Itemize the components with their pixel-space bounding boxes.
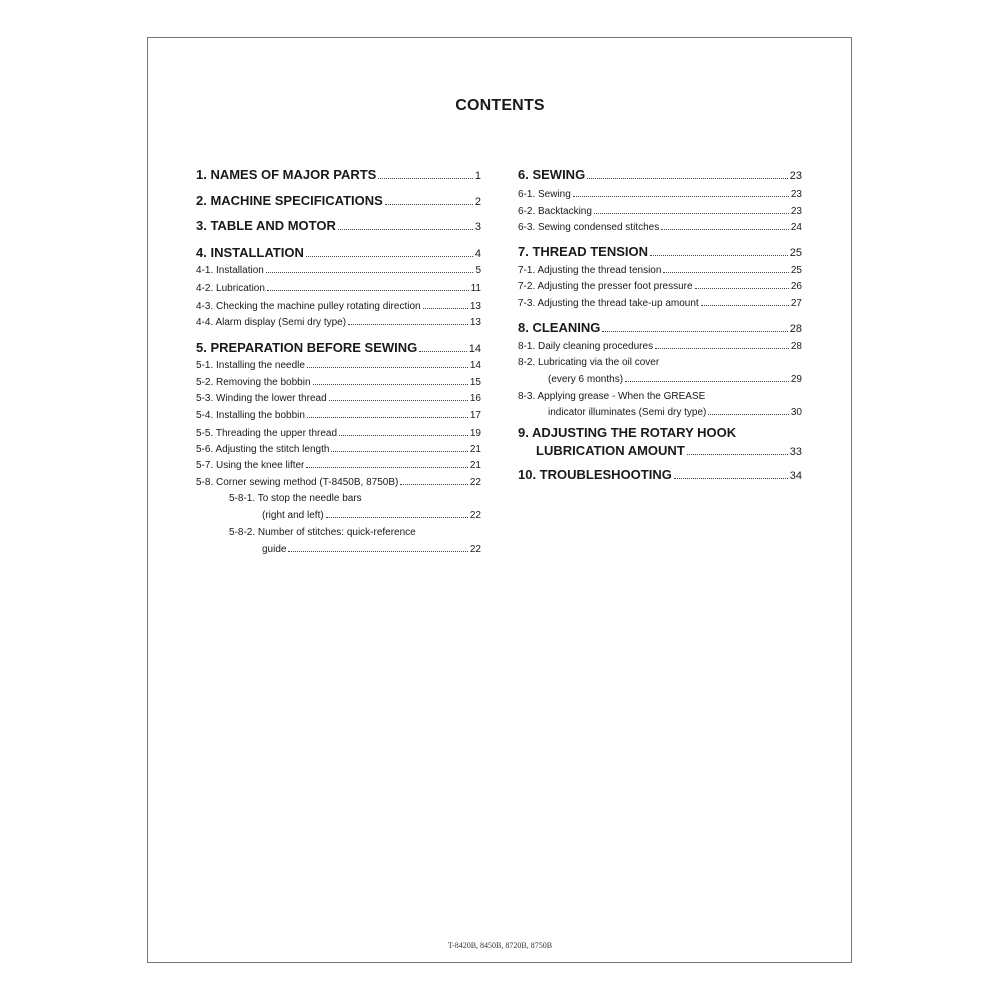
toc-entry-6-1[interactable]: 6-1. Sewing 23 [518, 189, 802, 200]
toc-entry-8[interactable]: 8. CLEANING 28 [518, 320, 802, 335]
toc-entry-4-3[interactable]: 4-3. Checking the machine pulley rotating direction 13 [196, 301, 481, 312]
toc-entry-5-4[interactable]: 5-4. Installing the bobbin 17 [196, 410, 481, 421]
toc-entry-9-line1[interactable]: 9. ADJUSTING THE ROTARY HOOK [518, 425, 737, 440]
toc-entry-8-1[interactable]: 8-1. Daily cleaning procedures 28 [518, 341, 802, 352]
toc-entry-5-8-1-line1[interactable]: 5-8-1. To stop the needle bars [229, 493, 362, 504]
toc-entry-2[interactable]: 2. MACHINE SPECIFICATIONS 2 [196, 193, 481, 208]
toc-entry-3[interactable]: 3. TABLE AND MOTOR 3 [196, 218, 481, 233]
toc-entry-5-8-2-line1[interactable]: 5-8-2. Number of stitches: quick-reference [229, 527, 416, 538]
toc-entry-6[interactable]: 6. SEWING 23 [518, 167, 802, 182]
toc-entry-8-2-line1[interactable]: 8-2. Lubricating via the oil cover [518, 357, 660, 368]
toc-entry-8-3-line1[interactable]: 8-3. Applying grease - When the GREASE [518, 391, 706, 402]
toc-entry-5-6[interactable]: 5-6. Adjusting the stitch length 21 [196, 444, 481, 455]
toc-entry-9[interactable]: LUBRICATION AMOUNT 33 [536, 443, 802, 458]
toc-entry-5-8-1[interactable]: (right and left) 22 [262, 510, 481, 521]
toc-entry-5-7[interactable]: 5-7. Using the knee lifter 21 [196, 460, 481, 471]
toc-entry-6-2[interactable]: 6-2. Backtacking 23 [518, 206, 802, 217]
page-title: CONTENTS [455, 97, 545, 114]
toc-entry-7[interactable]: 7. THREAD TENSION 25 [518, 244, 802, 259]
toc-entry-8-2[interactable]: (every 6 months) 29 [548, 374, 802, 385]
toc-entry-4-1[interactable]: 4-1. Installation 5 [196, 265, 481, 276]
toc-entry-4[interactable]: 4. INSTALLATION 4 [196, 245, 481, 260]
toc-entry-5-5[interactable]: 5-5. Threading the upper thread 19 [196, 428, 481, 439]
toc-entry-5-1[interactable]: 5-1. Installing the needle 14 [196, 360, 481, 371]
toc-entry-4-2[interactable]: 4-2. Lubrication 11 [196, 283, 481, 294]
toc-entry-5-3[interactable]: 5-3. Winding the lower thread 16 [196, 393, 481, 404]
toc-entry-5-8-2[interactable]: guide 22 [262, 544, 481, 555]
toc-entry-5[interactable]: 5. PREPARATION BEFORE SEWING 14 [196, 340, 481, 355]
toc-entry-7-2[interactable]: 7-2. Adjusting the presser foot pressure 26 [518, 281, 802, 292]
toc-entry-10[interactable]: 10. TROUBLESHOOTING 34 [518, 467, 802, 482]
toc-entry-5-2[interactable]: 5-2. Removing the bobbin 15 [196, 377, 481, 388]
page-footer-model-numbers: T-8420B, 8450B, 8720B, 8750B [447, 941, 553, 950]
toc-entry-1[interactable]: 1. NAMES OF MAJOR PARTS 1 [196, 167, 481, 182]
toc-entry-7-3[interactable]: 7-3. Adjusting the thread take-up amount 27 [518, 298, 802, 309]
toc-entry-4-4[interactable]: 4-4. Alarm display (Semi dry type) 13 [196, 317, 481, 328]
toc-entry-8-3[interactable]: indicator illuminates (Semi dry type) 30 [548, 407, 802, 418]
toc-entry-6-3[interactable]: 6-3. Sewing condensed stitches 24 [518, 222, 802, 233]
toc-entry-5-8[interactable]: 5-8. Corner sewing method (T-8450B, 8750B) 22 [196, 477, 481, 488]
toc-entry-7-1[interactable]: 7-1. Adjusting the thread tension 25 [518, 265, 802, 276]
